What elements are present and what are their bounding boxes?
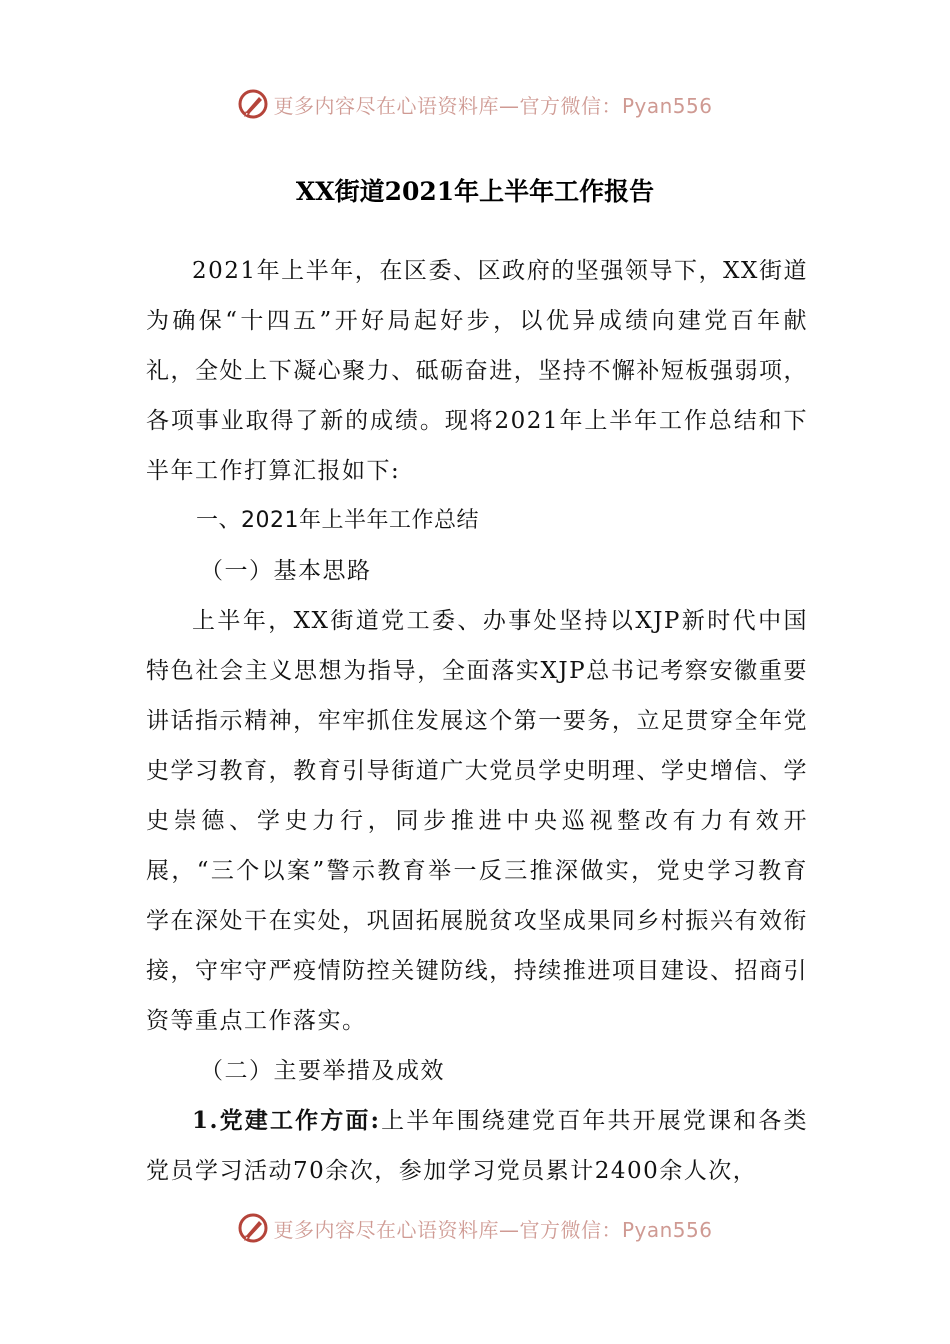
item-label: 1.党建工作方面:: [192, 1107, 381, 1134]
watermark-text: 更多内容尽在心语资料库—官方微信：Pyan556: [273, 93, 713, 118]
section-heading: 一、2021年上半年工作总结: [196, 508, 479, 533]
watermark-footer: [0, 1208, 950, 1248]
party-building-paragraph: [146, 1096, 808, 1196]
subsection-heading: （二）主要举措及成效: [200, 1058, 445, 1084]
item-body: 上半年围绕建党百年共开展党课和各类党员学习活动70余次，参加学习党员累计2400余人次，: [146, 1108, 808, 1184]
subsection-heading: （一）基本思路: [200, 558, 372, 584]
basic-approach-paragraph: 上半年，XX街道党工委、办事处坚持以XJP新时代中国特色社会主义思想为指导，全面落实XJP总书记考察安徽重要讲话指示精神，牢牢抓住发展这个第一要务，立足贯穿全年党史学习教育，教育引导街道广大党员学史明理、学史增信、学史崇德、学史力行，同步推进中央巡视整改有力有效开展，“三个以案”警示教育举一反三推深做实，党史学习教育学在深处干在实处，巩固拓展脱贫攻坚成果同乡村振兴有效衔接，守牢守严疫情防控关键防线，持续推进项目建设、招商引资等重点工作落实。: [146, 608, 808, 1034]
document-title: XX街道2021年上半年工作报告: [295, 177, 655, 206]
pen-circle-logo-icon: [237, 1212, 269, 1244]
watermark-text: 更多内容尽在心语资料库—官方微信：Pyan556: [273, 1217, 713, 1242]
document-body: [146, 246, 808, 1196]
watermark-header: [0, 84, 950, 124]
pen-circle-logo-icon: [237, 88, 269, 120]
intro-paragraph: 2021年上半年，在区委、区政府的坚强领导下，XX街道为确保“十四五”开好局起好步，以优异成绩向建党百年献礼，全处上下凝心聚力、砥砺奋进，坚持不懈补短板强弱项，各项事业取得了新的成绩。现将2021年上半年工作总结和下半年工作打算汇报如下:: [146, 258, 808, 484]
